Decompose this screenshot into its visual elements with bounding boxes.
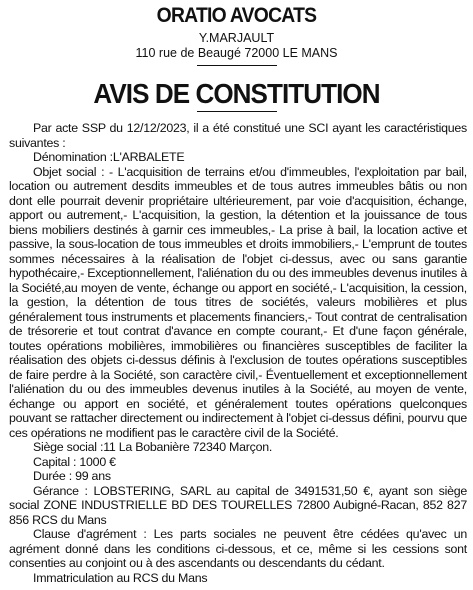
header-divider <box>197 65 277 66</box>
paragraph-capital: Capital : 1000 € <box>33 454 116 469</box>
paragraph-intro: Par acte SSP du 12/12/2023, il a été constitué une SCI ayant les caractéristiques suivantes : <box>9 121 467 150</box>
contact-name: Y.MARJAULT <box>198 31 275 45</box>
firm-contact <box>0 31 473 61</box>
title-divider <box>197 111 277 112</box>
paragraph-denomination: Dénomination :L'ARBALETE <box>33 150 185 164</box>
paragraph-object: Objet social : - L'acquisition de terrains et/ou d'immeubles, l'exploitation par bail, location ou autrement desdits immeubles et de tous autres immeubles bâtis ou non dont elle pourrait devenir propriétaire ultérieurement, par voie d'acquisition, échange, apport ou autrement,- L'acquisition, la gestion, la détention et la jouissance de tous biens mobiliers destinés à garnir ces immeubles,- La prise à bail, la location active et passive, la sous-location de tous immeubles et droits immobiliers,- L'emprunt de toutes sommes nécessaires à la réalisation de l'objet ci-dessus, avec ou sans garantie hypothécaire,- Exceptionnellement, l'aliénation du ou des immeubles devenus inutiles à la Société,au moyen de vente, échange ou apport en société,- L'acquisition, la cession, la gestion, la détention de tous titres de sociétés, valeurs mobilières et plus généralement tous instruments et placements financiers,- Tout contrat de centralisation de trésorerie et tout contrat d'avance en compte courant,- Et d'une façon générale, toutes opérations mobilières, immobilières ou financières susceptibles de faciliter la réalisation des objets ci-dessus définis à l'exclusion de toutes opérations susceptibles de faire perdre à la Société, son caractère civil,- Éventuellement et exceptionnellement l'aliénation du ou des immeubles devenus inutiles à la Société, au moyen de vente, échange ou apport en société, et généralement toutes opérations quelconques pouvant se rattacher directement ou indirectement à l'objet ci-dessus défini, pourvu que ces opérations ne modifient pas le caractère civil de la Société. <box>9 164 467 440</box>
notice-title: AVIS DE CONSTITUTION <box>93 78 380 109</box>
paragraph-registration: Immatriculation au RCS du Mans <box>33 570 208 585</box>
paragraph-duration: Durée : 99 ans <box>33 469 111 483</box>
paragraph-approval-clause: Clause d'agrément : Les parts sociales ne peuvent être cédées qu'avec un agrément donné dans les conditions ci-dessous, et ce, même si les cessions sont consenties au conjoint ou à des ascendants ou descendants du cédant. <box>9 527 467 570</box>
firm-name: ORATIO AVOCATS <box>156 4 317 27</box>
paragraph-seat: Siège social :11 La Bobanière 72340 Marçon. <box>33 440 273 454</box>
paragraph-management: Gérance : LOBSTERING, SARL au capital de 3491531,50 €, ayant son siège social ZONE INDUSTRIELLE BD DES TOURELLES 72800 Aubigné-Racan, 852 827 856 RCS du Mans <box>9 483 467 527</box>
firm-address: 110 rue de Beaugé 72000 LE MANS <box>135 46 338 60</box>
notice-body <box>9 121 467 585</box>
